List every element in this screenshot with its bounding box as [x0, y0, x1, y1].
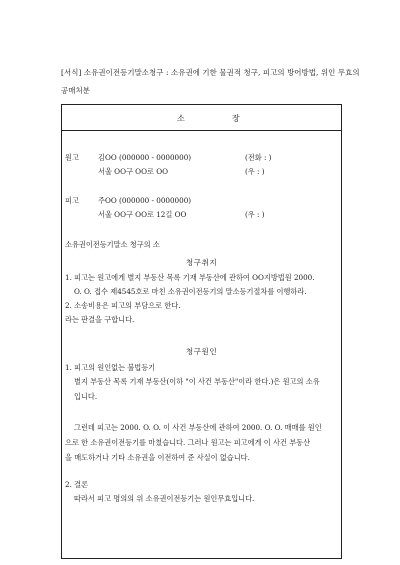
claim-item1-line1: 1. 피고는 원고에게 별지 부동산 목록 기재 부동산에 관하여 OO지방법원 2000. — [65, 273, 315, 282]
claim-item2: 2. 소송비용은 피고의 부담으로 한다. — [65, 301, 181, 310]
claim-item1-line2: O. O. 접수 제4545호로 마친 소유권이전등기의 말소등기절차를 이행하라. — [74, 287, 307, 296]
cause-sec1-para2-line3: 을 매도하거나 기타 소유권을 이전하여 준 사실이 없습니다. — [65, 453, 250, 462]
cause-sec1-para2-line1: 그런데 피고는 2000. O. O. 이 사건 부동산에 관하여 2000. O. O. 매매를 원인 — [74, 423, 322, 432]
complaint-frame — [61, 104, 342, 559]
heading-divider — [62, 130, 341, 131]
cause-sec2-title: 2. 결론 — [65, 480, 89, 489]
cause-sec1-para2-line2: 으로 한 소유권이전등기를 마쳤습니다. 그러나 원고는 피고에게 이 사건 부동산 — [65, 438, 311, 447]
claim-closing: 라는 판결을 구합니다. — [65, 315, 135, 324]
complaint-heading-jang: 장 — [232, 114, 240, 123]
plaintiff-postal: (우 : ) — [245, 167, 265, 176]
complaint-heading-so: 소 — [177, 114, 185, 123]
case-name: 소유권이전등기말소 청구의 소 — [65, 240, 160, 249]
plaintiff-label: 원고 — [65, 153, 79, 162]
cause-sec2-para1: 따라서 피고 명의의 위 소유권이전등기는 원인무효입니다. — [74, 494, 255, 503]
defendant-postal: (우 : ) — [245, 210, 265, 219]
cause-sec1-para1-line1: 별지 부동산 목록 기재 부동산(이하 "이 사건 부동산"이라 한다.)은 원고의 소유 — [74, 377, 320, 386]
plaintiff-name: 김OO (000000 - 0000000) — [98, 153, 192, 162]
document-title: [서식] 소유권이전등기말소청구 : 소유권에 기한 물권적 청구, 피고의 방어방법, 위인 무효의 공매처분 — [61, 68, 360, 95]
defendant-label: 피고 — [65, 196, 79, 205]
cause-sec1-para1-line2: 입니다. — [74, 392, 98, 401]
plaintiff-phone: (전화 : ) — [245, 153, 272, 162]
cause-sec1-title: 1. 피고의 원인없는 불법등기 — [65, 363, 156, 372]
defendant-address: 서울 OO구 OO로 12길 OO — [98, 210, 187, 219]
claim-cause-heading: 청구원인 — [185, 347, 218, 356]
claim-purpose-heading: 청구취지 — [185, 258, 218, 267]
plaintiff-address: 서울 OO구 OO로 OO — [98, 167, 168, 176]
defendant-name: 주OO (000000 - 0000000) — [98, 196, 192, 205]
